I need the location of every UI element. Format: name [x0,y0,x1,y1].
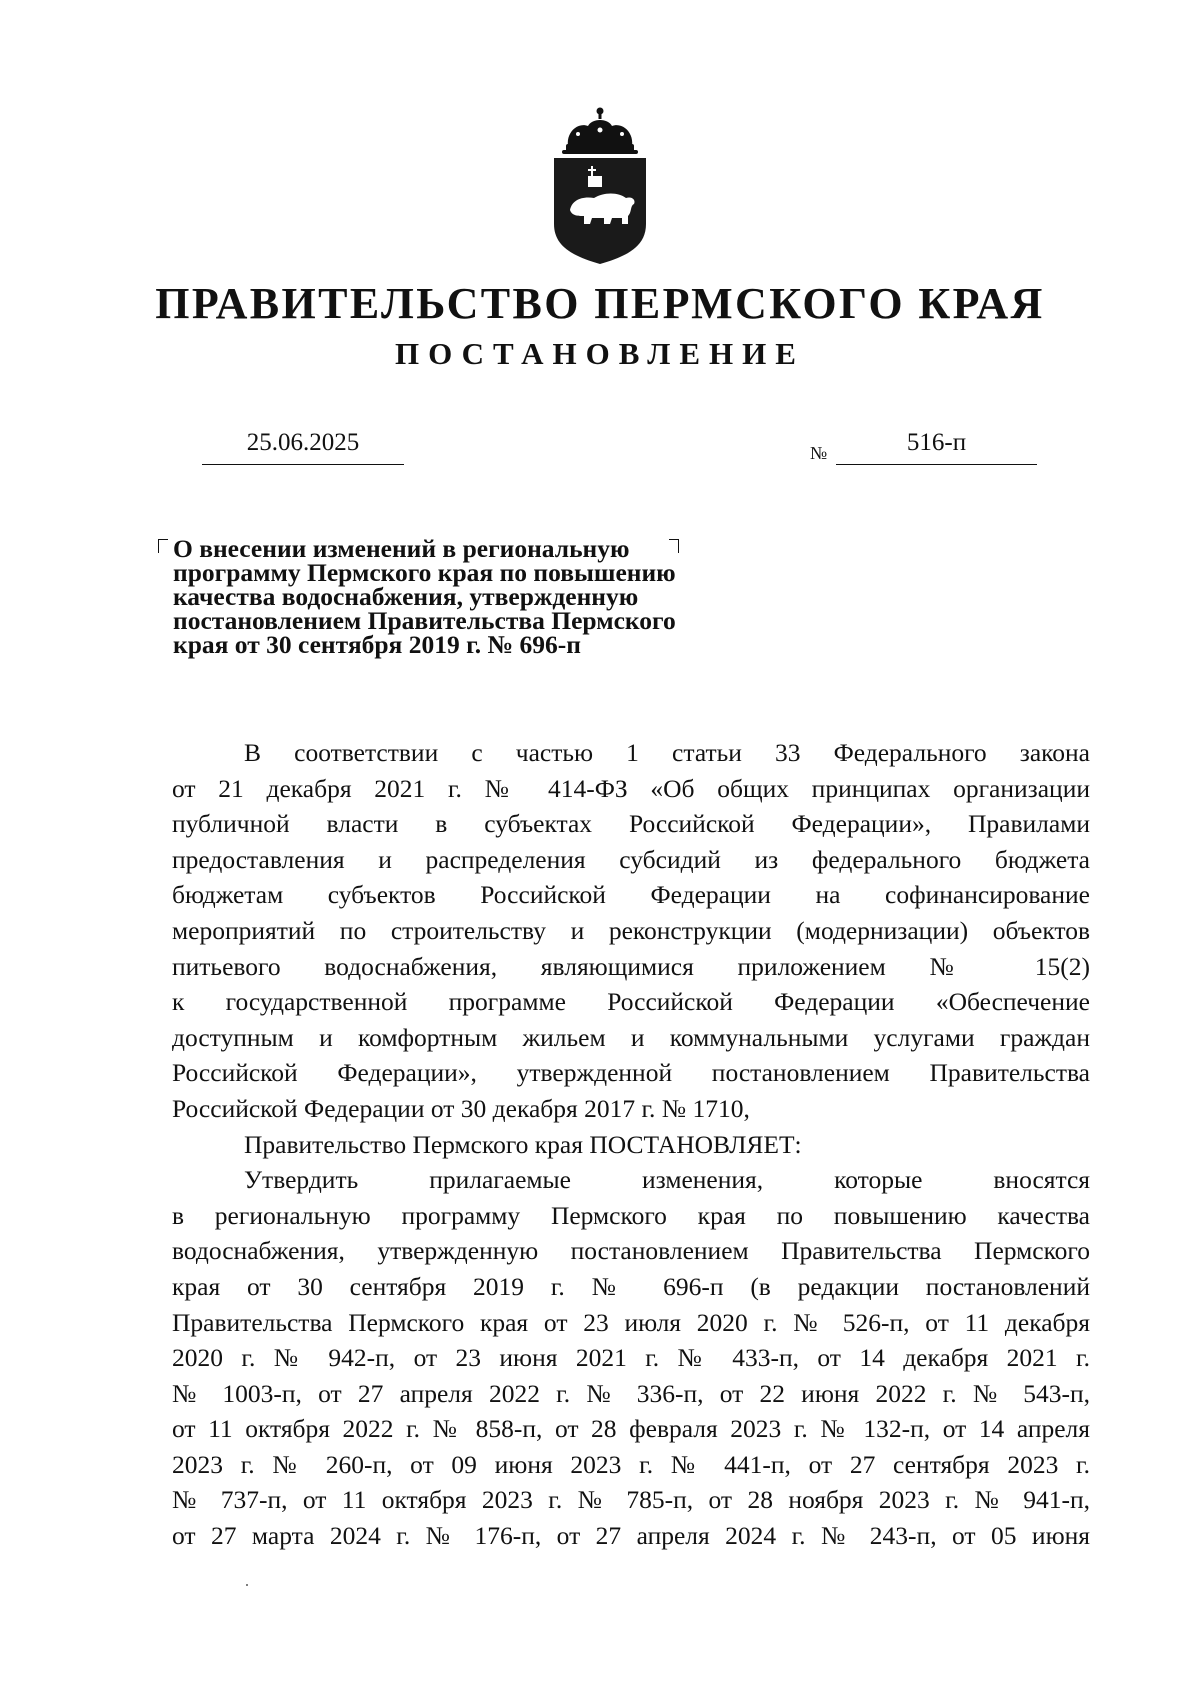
perm-krai-coat-of-arms-icon [548,106,652,266]
text-line: 2020 г. № 942-п, от 23 июня 2021 г. № 433-п, от 14 декабря 2021 г. [172,1343,1090,1373]
text-line: публичной власти в субъектах Российской Федерации», Правилами [172,809,1090,839]
paragraph-resolves: Правительство Пермского края ПОСТАНОВЛЯЕТ: [244,1129,802,1159]
paragraph-legal-basis [172,735,1090,1127]
subject-line: программу Пермского края по повышению [173,558,676,587]
text-line: от 11 октября 2022 г. № 858-п, от 28 февраля 2023 г. № 132-п, от 14 апреля [172,1414,1090,1444]
text-line: питьевого водоснабжения, являющимися приложением № 15(2) [172,951,1090,981]
text-line: доступным и комфортным жильем и коммунальными услугами граждан [172,1022,1090,1052]
document-subject [173,534,773,659]
text-line: от 27 марта 2024 г. № 176-п, от 27 апреля 2024 г. № 243-п, от 05 июня [172,1521,1090,1551]
text-line: Правительства Пермского края от 23 июля 2020 г. № 526-п, от 11 декабря [172,1307,1090,1337]
text-line: края от 30 сентября 2019 г. № 696-п (в редакции постановлений [172,1271,1090,1301]
text-line: 2023 г. № 260-п, от 09 июня 2023 г. № 441-п, от 27 сентября 2023 г. [172,1449,1090,1479]
text-line: Утвердить прилагаемые изменения, которые вносятся [244,1165,1090,1195]
subject-line: качества водоснабжения, утвержденную [173,582,639,611]
text-line: в региональную программу Пермского края по повышению качества [172,1200,1090,1230]
subject-line: края от 30 сентября 2019 г. № 696-п [173,630,581,659]
subject-line: постановлением Правительства Пермского [173,606,676,635]
subject-line: О внесении изменений в региональную [173,534,630,563]
subject-corner-left [158,539,168,553]
text-line: № 737-п, от 11 октября 2023 г. № 785-п, от 28 ноября 2023 г. № 941-п, [172,1485,1090,1515]
text-line: от 21 декабря 2021 г. № 414-ФЗ «Об общих принципах организации [172,773,1090,803]
text-line: водоснабжения, утвержденную постановлением Правительства Пермского [172,1236,1090,1266]
text-line: В соответствии с частью 1 статьи 33 Федерального закона [244,738,1090,767]
text-line: бюджетам субъектов Российской Федерации на софинансирование [172,880,1090,910]
document-body [172,735,1090,1554]
scan-speck [246,1584,248,1586]
text-line: Российской Федерации от 30 декабря 2017 г. № 1710, [172,1093,750,1123]
organization-title: ПРАВИТЕЛЬСТВО ПЕРМСКОГО КРАЯ [155,279,1045,328]
document-type-title: ПОСТАНОВЛЕНИЕ [395,336,805,371]
paragraph-approve-changes [172,1162,1090,1554]
text-line: к государственной программе Российской Федерации «Обеспечение [172,987,1090,1017]
text-line: № 1003-п, от 27 апреля 2022 г. № 336-п, от 22 июня 2022 г. № 543-п, [172,1378,1090,1408]
document-date: 25.06.2025 [202,423,404,465]
number-sign: № [810,443,828,463]
text-line: мероприятий по строительству и реконструкции (модернизации) объектов [172,915,1090,945]
text-line: Российской Федерации», утвержденной постановлением Правительства [172,1058,1090,1088]
document-number: 516-п [836,423,1037,465]
text-line: предоставления и распределения субсидий из федерального бюджета [172,844,1090,874]
